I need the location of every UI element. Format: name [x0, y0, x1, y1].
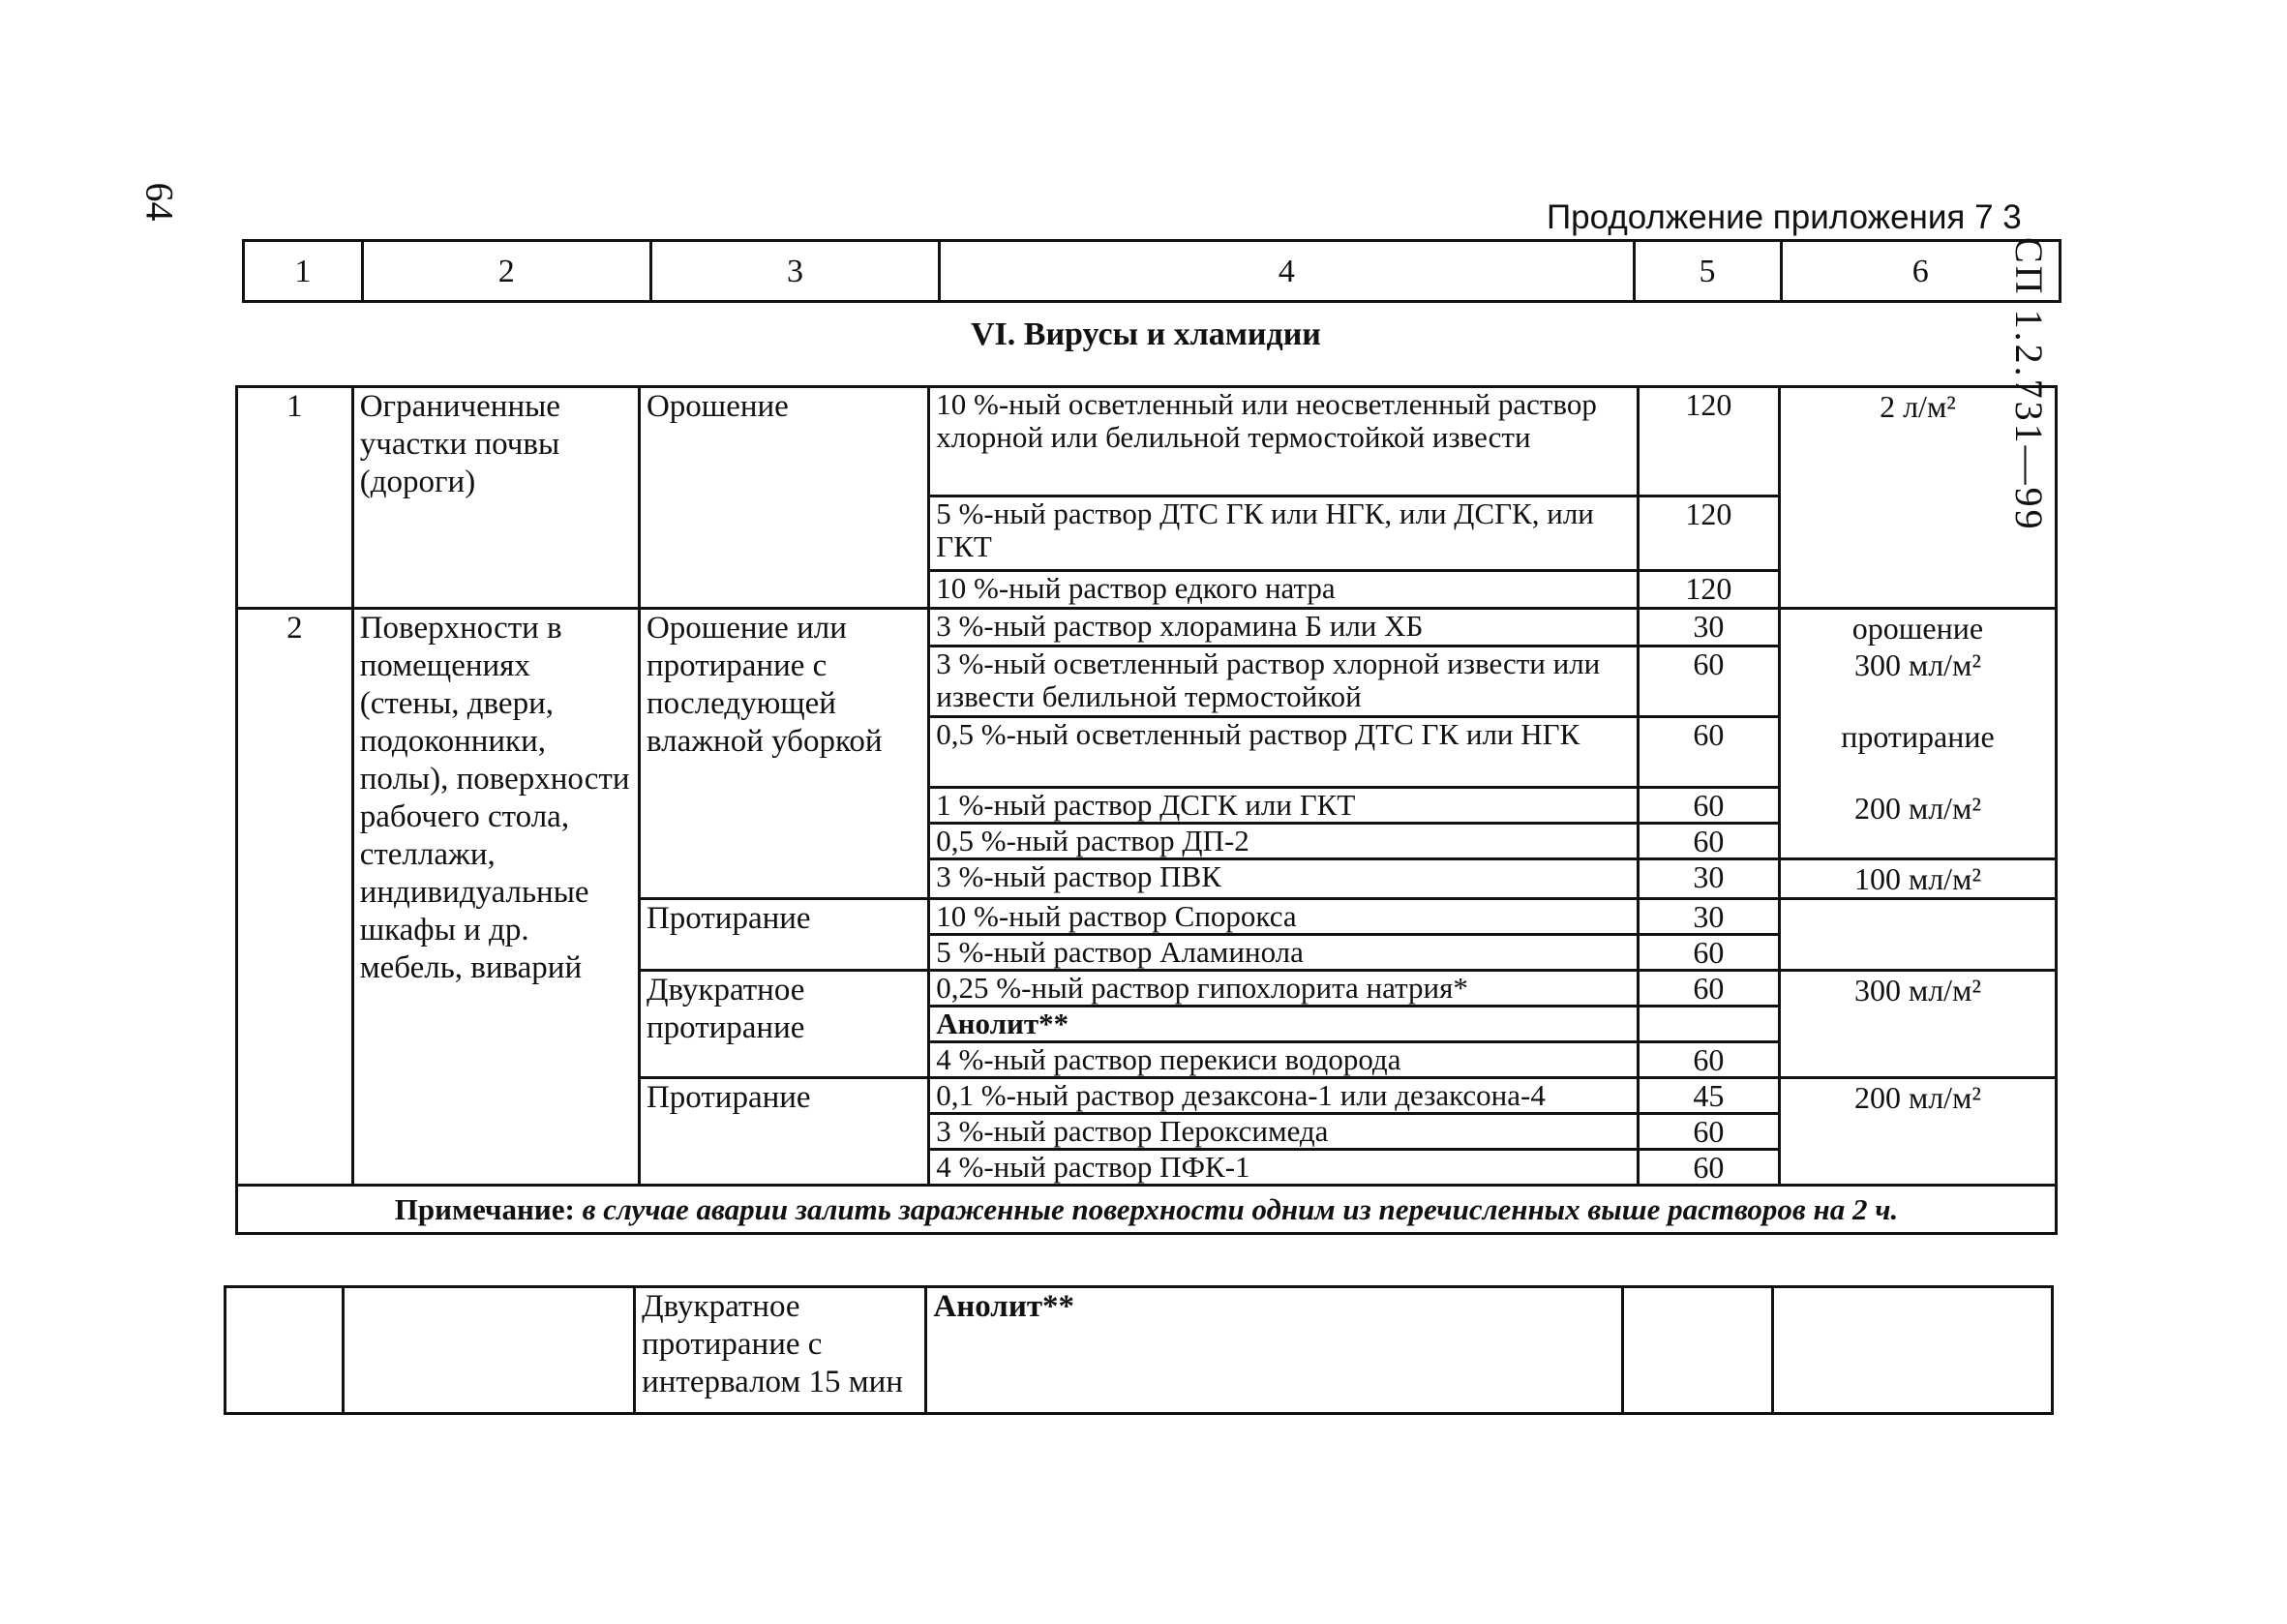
exposure-cell: 60	[1638, 824, 1779, 859]
bottom-table	[224, 1285, 2054, 1415]
column-number: 6	[1781, 241, 2060, 302]
solution-cell: 5 %-ный раствор ДТС ГК или НГК, или ДСГК, или ГКТ	[929, 496, 1639, 571]
note-cell	[237, 1186, 2057, 1234]
method-cell: Двукратное протирание с интервалом 15 мин	[635, 1287, 926, 1414]
solution-cell: 10 %-ный осветленный или неосветленный раствор хлорной или белильной термостойкой извести	[929, 387, 1639, 496]
norm-cell: 300 мл/м²	[1779, 971, 2056, 1078]
method-cell: Двукратное протирание	[639, 971, 928, 1078]
column-number-header	[242, 239, 2061, 303]
column-number: 3	[650, 241, 939, 302]
column-number: 4	[940, 241, 1635, 302]
solution-cell: 10 %-ный раствор Спорокса	[929, 899, 1639, 935]
exposure-cell: 60	[1638, 1114, 1779, 1150]
empty-cell	[1773, 1287, 2053, 1414]
exposure-cell: 60	[1638, 647, 1779, 717]
exposure-cell: 45	[1638, 1078, 1779, 1114]
method-cell: Протирание	[639, 1078, 928, 1186]
norm-cell: 200 мл/м²	[1779, 1078, 2056, 1186]
solution-cell: 3 %-ный осветленный раствор хлорной извести или извести белильной термостойкой	[929, 647, 1639, 717]
solution-cell: 0,25 %-ный раствор гипохлорита натрия*	[929, 971, 1639, 1007]
exposure-cell: 120	[1638, 496, 1779, 571]
exposure-cell: 30	[1638, 899, 1779, 935]
exposure-cell: 30	[1638, 609, 1779, 647]
norm-cell: 100 мл/м²	[1779, 859, 2056, 899]
solution-cell: Анолит**	[926, 1287, 1623, 1414]
table-row	[237, 609, 2057, 647]
column-number: 2	[362, 241, 650, 302]
exposure-cell: 60	[1638, 971, 1779, 1007]
exposure-cell: 60	[1638, 1042, 1779, 1078]
solution-cell: 0,1 %-ный раствор дезаксона-1 или дезаксона-4	[929, 1078, 1639, 1114]
object-cell: Ограниченные участки почвы (дороги)	[352, 387, 639, 609]
column-number: 1	[244, 241, 363, 302]
solution-cell: 5 %-ный раствор Аламинола	[929, 935, 1639, 971]
exposure-cell: 60	[1638, 935, 1779, 971]
solution-cell: 0,5 %-ный осветленный раствор ДТС ГК или НГК	[929, 717, 1639, 788]
norm-value: 200 мл/м²	[1853, 791, 1981, 826]
exposure-cell: 120	[1638, 571, 1779, 609]
object-cell: Поверхности в помещениях (стены, двери, подоконники, полы), поверхности рабочего стола, стеллажи, индивидуальные шкафы и др. мебель, виварий	[352, 609, 639, 1186]
note-text: в случае аварии залить зараженные поверхности одним из перечисленных выше растворов на 2 ч.	[574, 1192, 1899, 1226]
table-row	[237, 387, 2057, 496]
table-row	[226, 1287, 2053, 1414]
solution-cell: 1 %-ный раствор ДСГК или ГКТ	[929, 788, 1639, 824]
norm-label: протирание	[1841, 719, 1995, 754]
solution-cell: 0,5 %-ный раствор ДП-2	[929, 824, 1639, 859]
exposure-cell: 60	[1638, 717, 1779, 788]
empty-cell	[226, 1287, 344, 1414]
document-code: СП 1.2.731—99	[2007, 237, 2051, 532]
norm-value: 300 мл/м²	[1853, 647, 1981, 682]
disinfection-table	[235, 385, 2058, 1235]
solution-cell: Анолит**	[929, 1007, 1639, 1042]
row-number: 2	[237, 609, 353, 1186]
solution-cell: 3 %-ный раствор Пероксимеда	[929, 1114, 1639, 1150]
method-cell: Протирание	[639, 899, 928, 971]
solution-cell: 3 %-ный раствор хлорамина Б или ХБ	[929, 609, 1639, 647]
solution-cell: 4 %-ный раствор ПФК-1	[929, 1150, 1639, 1186]
exposure-cell: 30	[1638, 859, 1779, 899]
note-row	[237, 1186, 2057, 1234]
page-number: 64	[137, 182, 182, 222]
note-label: Примечание:	[394, 1192, 575, 1226]
solution-cell: 10 %-ный раствор едкого натра	[929, 571, 1639, 609]
empty-cell	[1623, 1287, 1773, 1414]
exposure-cell	[1638, 1007, 1779, 1042]
empty-cell	[343, 1287, 634, 1414]
method-cell: Орошение или протирание с последующей влажной уборкой	[639, 609, 928, 899]
exposure-cell: 120	[1638, 387, 1779, 496]
norm-cell	[1779, 609, 2056, 859]
solution-cell: 4 %-ный раствор перекиси водорода	[929, 1042, 1639, 1078]
norm-label: орошение	[1851, 611, 1984, 646]
method-cell: Орошение	[639, 387, 928, 609]
continuation-caption: Продолжение приложения 7 3	[1547, 198, 2022, 236]
column-number: 5	[1634, 241, 1781, 302]
row-number: 1	[237, 387, 353, 609]
solution-cell: 3 %-ный раствор ПВК	[929, 859, 1639, 899]
exposure-cell: 60	[1638, 788, 1779, 824]
exposure-cell: 60	[1638, 1150, 1779, 1186]
norm-cell	[1779, 899, 2056, 971]
section-title: VI. Вирусы и хламидии	[971, 316, 1321, 352]
norm-cell: 2 л/м²	[1779, 387, 2056, 609]
